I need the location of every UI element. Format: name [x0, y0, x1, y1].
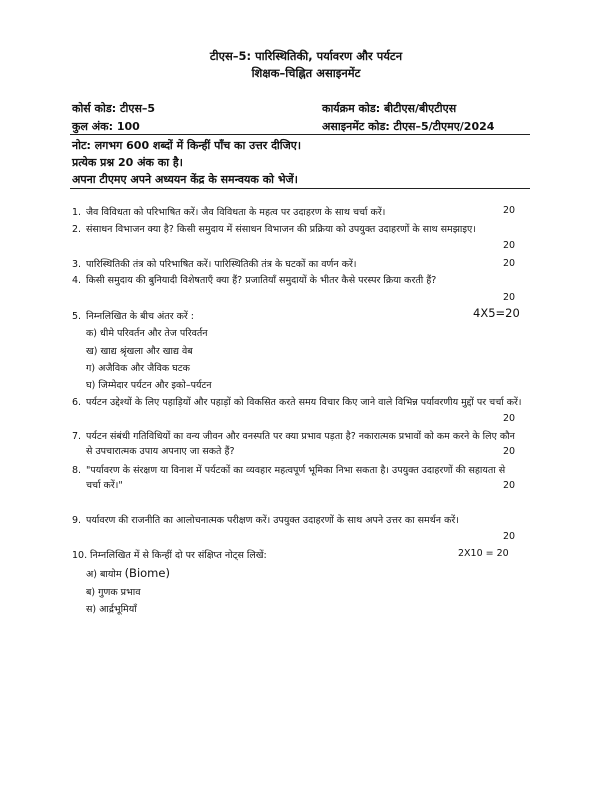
question-number: 4. — [72, 275, 82, 286]
question-number: 9. — [72, 515, 82, 526]
document-subtitle: शिक्षक–चिह्नित असाइनमेंट — [251, 66, 361, 80]
question-marks: 2X10 = 20 — [458, 548, 509, 559]
sub-question-gha: घ) जिम्मेदार पर्यटन और इको–पर्यटन — [86, 380, 212, 391]
note-marks-each: प्रत्येक प्रश्न 20 अंक का है। — [72, 156, 183, 169]
question-marks: 20 — [503, 292, 516, 303]
question-number: 1. — [72, 207, 82, 218]
question-marks: 20 — [503, 480, 516, 491]
question-marks: 20 — [503, 240, 516, 251]
sub-question-label: अ) बायोम — [86, 569, 122, 580]
question-4 — [72, 273, 522, 288]
question-text: निम्नलिखित के बीच अंतर करें : — [86, 311, 195, 322]
question-1 — [72, 205, 522, 220]
total-marks: कुल अंक: 100 — [72, 120, 140, 133]
document-title: टीएस–5: पारिस्थितिकी, पर्यावरण और पर्यटन — [209, 49, 403, 63]
question-number: 10. — [72, 550, 88, 561]
question-number: 7. — [72, 431, 82, 442]
question-number: 3. — [72, 259, 82, 270]
sub-question-english: (Biome) — [124, 566, 170, 580]
question-text: पर्यावरण की राजनीति का आलोचनात्मक परीक्षण करें। उपयुक्त उदाहरणों के साथ अपने उत्तर का समर्थन करें। — [86, 515, 459, 526]
question-marks: 20 — [503, 446, 516, 457]
question-text: जैव विविधता को परिभाषित करें। जैव विविधता के महत्व पर उदाहरण के साथ चर्चा करें। — [86, 207, 386, 218]
sub-question-ka: क) धीमे परिवर्तन और तेज परिवर्तन — [86, 328, 208, 339]
sub-question-a — [86, 566, 170, 580]
header-rule — [70, 134, 530, 135]
sub-question-b: ब) गुणक प्रभाव — [86, 587, 141, 598]
note-word-limit: नोट: लगभग 600 शब्दों में किन्हीं पाँच का उत्तर दीजिए। — [72, 139, 302, 152]
assignment-code: असाइनमेंट कोड: टीएस–5/टीएमए/2024 — [322, 120, 495, 133]
sub-question-kha: ख) खाद्य श्रृंखला और खाद्य वेब — [86, 346, 193, 357]
question-6 — [72, 395, 522, 410]
sub-question-ga: ग) अजैविक और जैविक घटक — [86, 363, 190, 374]
question-10 — [72, 548, 522, 563]
question-9 — [72, 513, 522, 528]
question-number: 5. — [72, 311, 82, 322]
note-submit: अपना टीएमए अपने अध्ययन केंद्र के समन्वयक को भेजें। — [72, 173, 298, 186]
question-5 — [72, 309, 522, 324]
question-text: पर्यटन उद्देश्यों के लिए पहाड़ियों और पहाड़ों को विकसित करते समय विचार किए जाने वाले विभिन्न पर्यावरणीय मुद्दों पर चर्चा करें। — [86, 397, 522, 408]
sub-question-c: स) आर्द्रभूमियाँ — [86, 604, 137, 615]
question-number: 8. — [72, 465, 82, 476]
question-8 — [72, 463, 522, 493]
question-marks: 20 — [503, 531, 516, 542]
question-marks: 20 — [503, 413, 516, 424]
question-text: पर्यटन संबंधी गतिविधियों का वन्य जीवन और वनस्पति पर क्या प्रभाव पड़ता है? नकारात्मक प्रभावों को कम करने के लिए कौन से उपचारात्मक उपाय अपनाए जा सकते हैं? — [86, 431, 515, 457]
question-marks: 20 — [503, 258, 516, 269]
question-number: 2. — [72, 224, 82, 235]
question-text: निम्नलिखित में से किन्हीं दो पर संक्षिप्त नोट्स लिखें: — [90, 550, 267, 561]
course-code: कोर्स कोड: टीएस–5 — [72, 102, 156, 115]
question-text: "पर्यावरण के संरक्षण या विनाश में पर्यटकों का व्यवहार महत्वपूर्ण भूमिका निभा सकता है। उपयुक्त उदाहरणों की सहायता से चर्चा करें।" — [86, 465, 506, 491]
question-2 — [72, 222, 522, 237]
question-3 — [72, 257, 522, 272]
question-7 — [72, 429, 522, 459]
question-text: पारिस्थितिकी तंत्र को परिभाषित करें। पारिस्थितिकी तंत्र के घटकों का वर्णन करें। — [86, 259, 357, 270]
question-text: किसी समुदाय की बुनियादी विशेषताएँ क्या हैं? प्रजातियाँ समुदायों के भीतर कैसे परस्पर क्रिया करती हैं? — [86, 275, 437, 286]
notes-rule — [70, 188, 530, 189]
question-marks: 20 — [503, 205, 516, 216]
question-number: 6. — [72, 397, 82, 408]
question-marks: 4X5=20 — [473, 306, 520, 320]
programme-code: कार्यक्रम कोड: बीटीएस/बीएटीएस — [322, 102, 457, 115]
question-text: संसाधन विभाजन क्या है? किसी समुदाय में संसाधन विभाजन की प्रक्रिया को उपयुक्त उदाहरणों के साथ समझाइए। — [86, 224, 476, 235]
